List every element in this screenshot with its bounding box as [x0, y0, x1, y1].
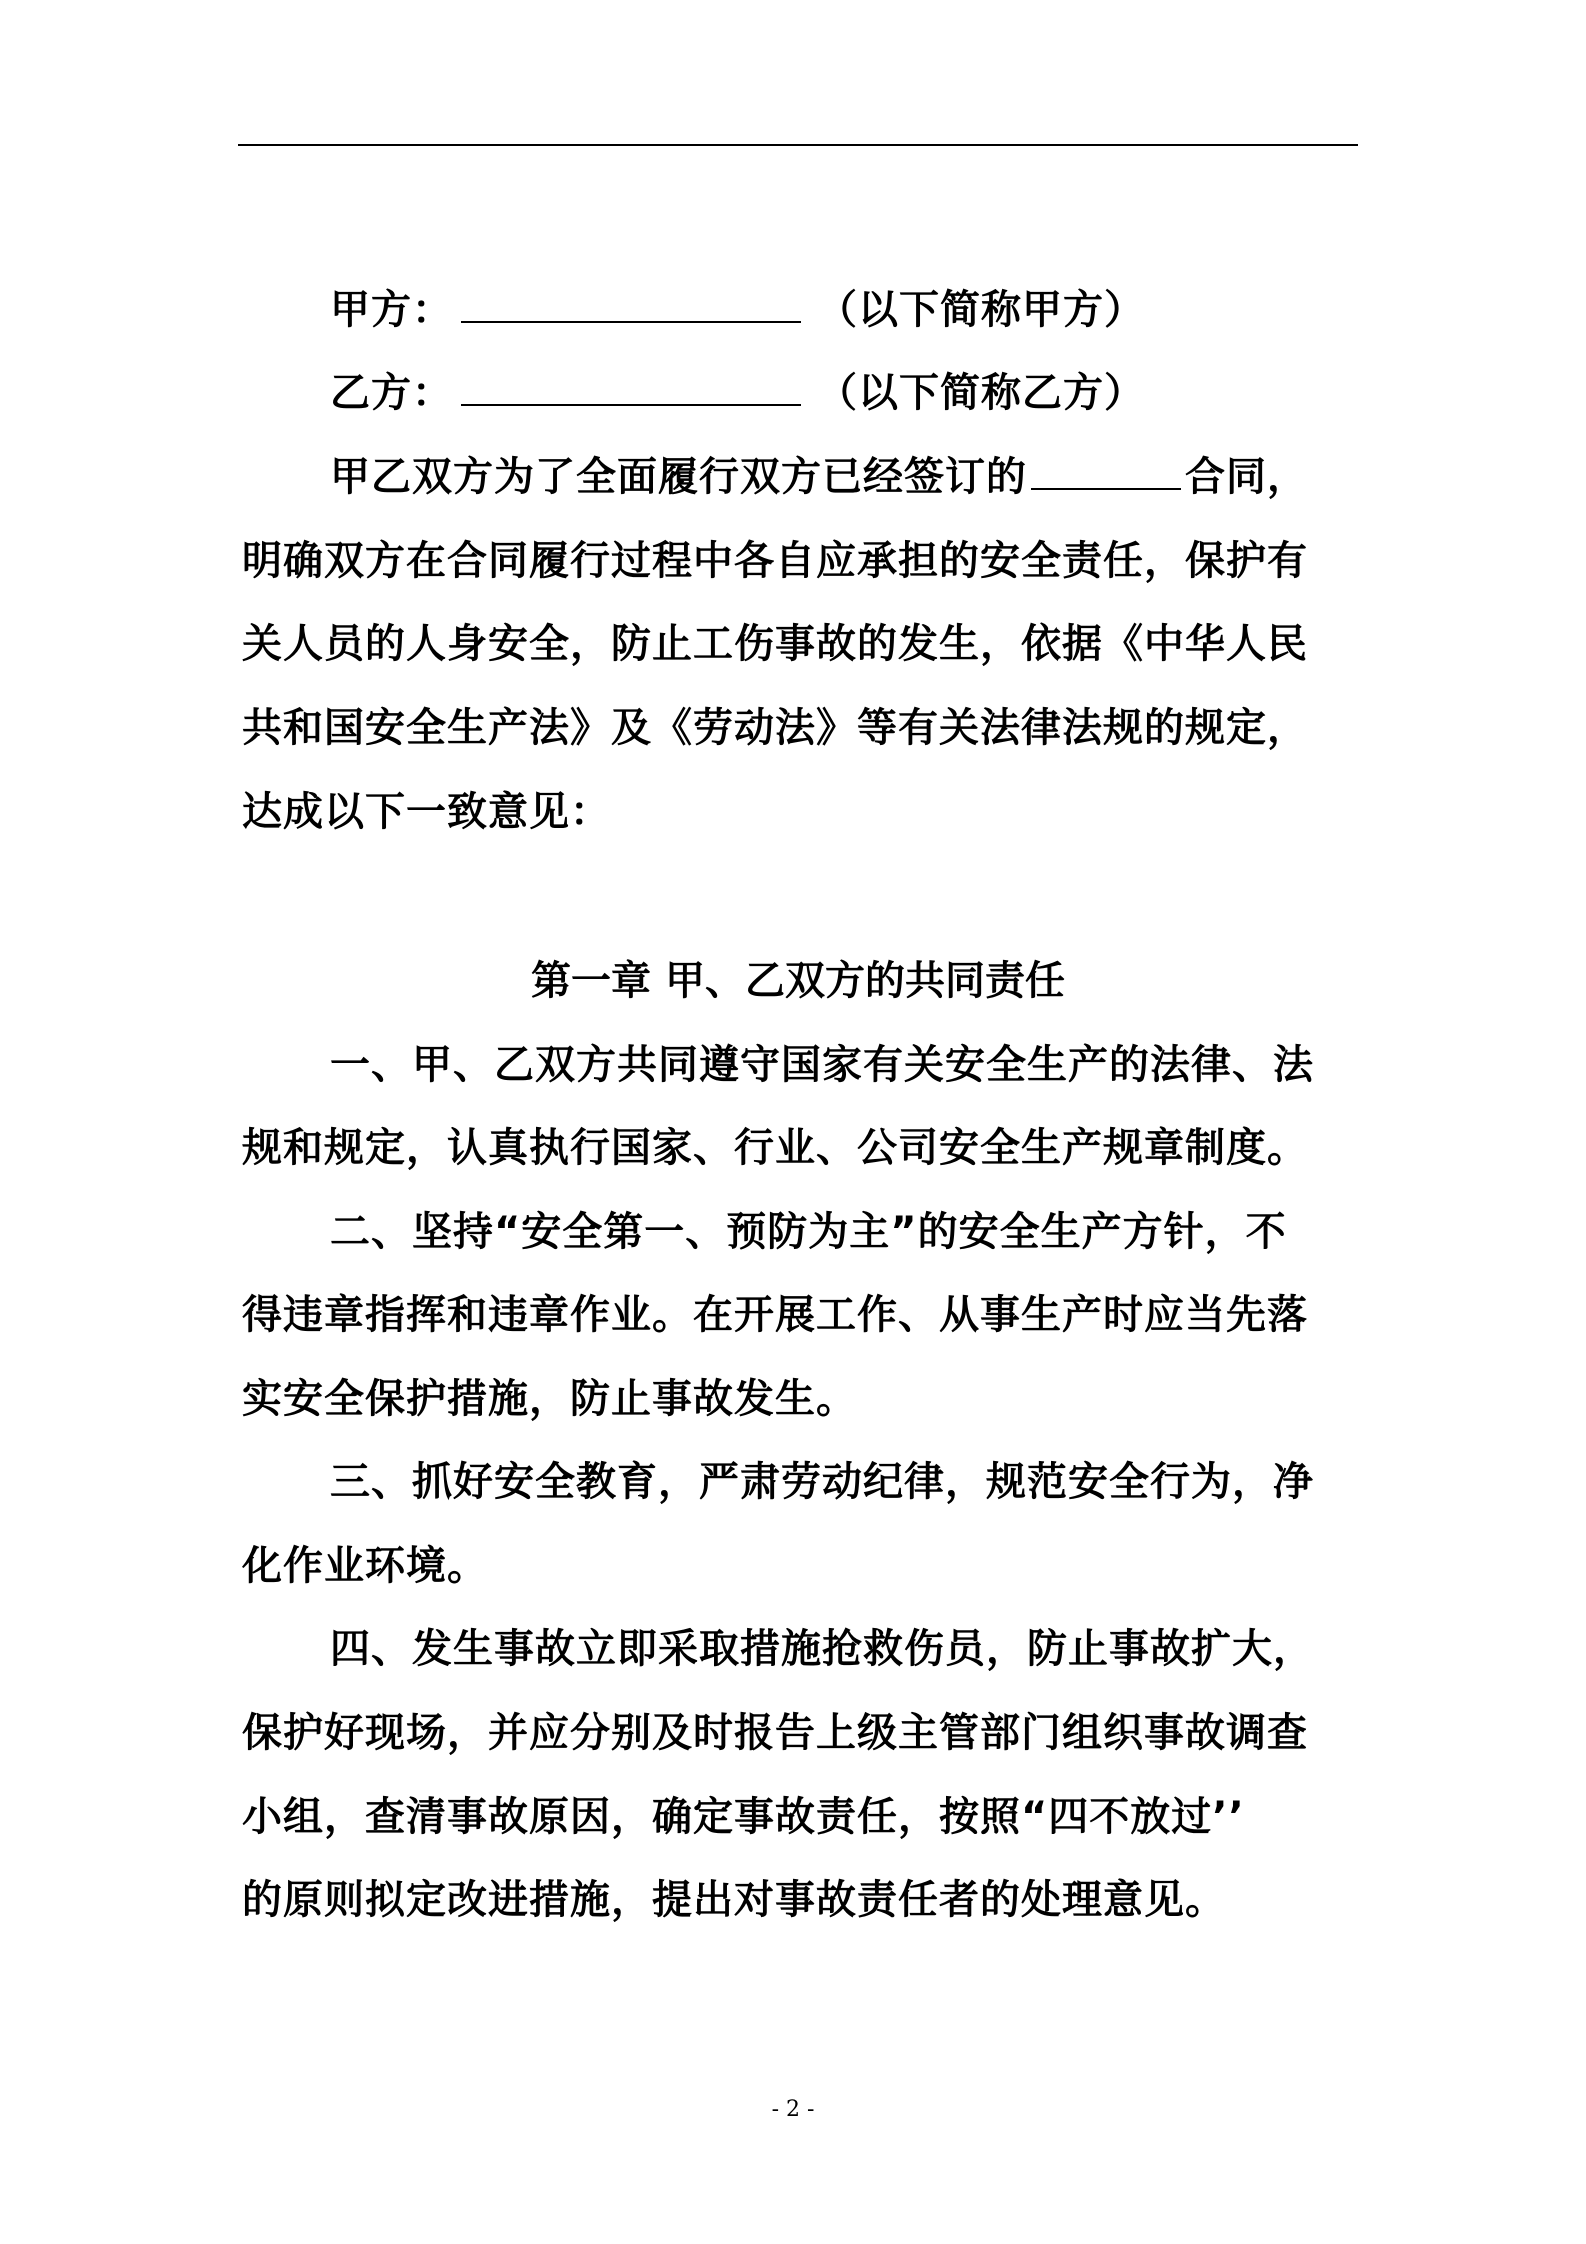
party-a-blank	[461, 281, 801, 323]
party-b-blank	[461, 364, 801, 406]
item-4-line-3: 小组，查清事故原因，确定事故责任，按照“四不放过’’	[242, 1794, 1245, 1840]
item-1-line-2: 规和规定，认真执行国家、行业、公司安全生产规章制度。	[242, 1125, 1308, 1171]
chapter-1-title: 第一章 甲、乙双方的共同责任	[531, 958, 1065, 1004]
item-2-line-3: 实安全保护措施，防止事故发生。	[242, 1376, 857, 1422]
item-4-line-2: 保护好现场，并应分别及时报告上级主管部门组织事故调查	[242, 1710, 1308, 1756]
party-b-label: 乙方：	[330, 370, 453, 416]
contract-name-blank	[1031, 448, 1181, 490]
intro-line-1-pre: 甲乙双方为了全面履行双方已经签订的	[330, 454, 1027, 500]
item-4-line-1: 四、发生事故立即采取措施抢救伤员，防止事故扩大，	[330, 1626, 1314, 1672]
intro-line-1-post: 合同，	[1185, 454, 1308, 500]
item-3-line-1: 三、抓好安全教育，严肃劳动纪律，规范安全行为，净	[330, 1459, 1314, 1505]
intro-line-1	[330, 447, 1308, 507]
party-a-line	[330, 280, 1145, 340]
item-1-line-1: 一、甲、乙双方共同遵守国家有关安全生产的法律、法	[330, 1042, 1314, 1088]
party-a-suffix: （以下简称甲方）	[817, 287, 1145, 333]
party-b-suffix: （以下简称乙方）	[817, 370, 1145, 416]
intro-line-4: 共和国安全生产法》及《劳动法》等有关法律法规的规定，	[242, 705, 1308, 751]
party-b-line	[330, 363, 1145, 423]
item-2-line-1: 二、坚持“安全第一、预防为主”的安全生产方针，不	[330, 1209, 1287, 1255]
page-number: - 2 -	[771, 2097, 815, 2122]
item-2-line-2: 得违章指挥和违章作业。在开展工作、从事生产时应当先落	[242, 1292, 1308, 1338]
item-4-line-4: 的原则拟定改进措施，提出对事故责任者的处理意见。	[242, 1877, 1226, 1923]
item-3-line-2: 化作业环境。	[242, 1543, 488, 1589]
intro-line-2: 明确双方在合同履行过程中各自应承担的安全责任，保护有	[242, 538, 1308, 584]
intro-line-3: 关人员的人身安全，防止工伤事故的发生，依据《中华人民	[242, 621, 1308, 667]
header-rule	[238, 144, 1358, 146]
intro-line-5: 达成以下一致意见：	[242, 789, 611, 835]
party-a-label: 甲方：	[330, 287, 453, 333]
